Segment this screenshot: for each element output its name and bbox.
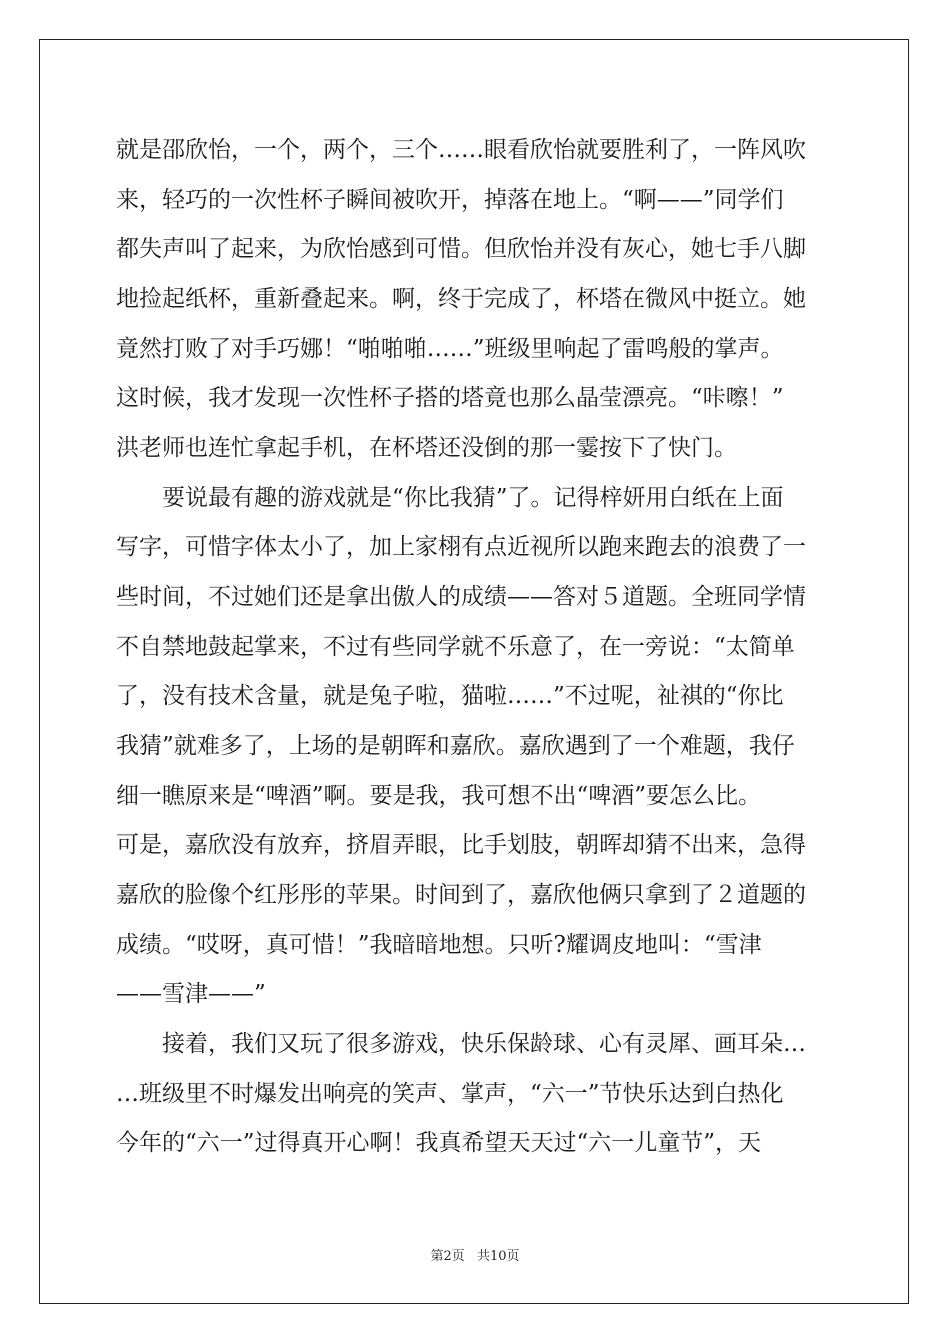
text-line: …班级里不时爆发出响亮的笑声、掌声，“六一”节快乐达到白热化 <box>116 1081 784 1107</box>
text-line: 成绩。“哎呀，真可惜！”我暗暗地想。只听?耀调皮地叫：“雪津 <box>116 932 762 958</box>
text-line: 都失声叫了起来，为欣怡感到可惜。但欣怡并没有灰心，她七手八脚 <box>116 236 806 262</box>
paragraph-start-line: 要说最有趣的游戏就是“你比我猜”了。记得梓妍用白纸在上面 <box>162 485 784 511</box>
page-footer <box>0 1247 950 1267</box>
text-line: 细一瞧原来是“啤酒”啊。要是我，我可想不出“啤酒”要怎么比。 <box>116 783 762 809</box>
page-number: 第2页 <box>430 1249 465 1264</box>
paragraph-start-line: 接着，我们又玩了很多游戏，快乐保龄球、心有灵犀、画耳朵… <box>162 1031 806 1057</box>
text-line: 这时候，我才发现一次性杯子搭的塔竟也那么晶莹漂亮。“咔嚓！” <box>116 385 784 411</box>
text-line: 不自禁地鼓起掌来，不过有些同学就不乐意了，在一旁说：“太简单 <box>116 634 795 660</box>
text-line: 今年的“六一”过得真开心啊！我真希望天天过“六一儿童节”，天 <box>116 1130 762 1156</box>
text-line: 我猜”就难多了，上场的是朝晖和嘉欣。嘉欣遇到了一个难题，我仔 <box>116 733 795 759</box>
text-line: 可是，嘉欣没有放弃，挤眉弄眼，比手划肢，朝晖却猜不出来，急得 <box>116 832 806 858</box>
text-line: 来，轻巧的一次性杯子瞬间被吹开，掉落在地上。“啊——”同学们 <box>116 187 784 213</box>
text-line: 地捡起纸杯，重新叠起来。啊，终于完成了，杯塔在微风中挺立。她 <box>116 286 806 312</box>
text-line: ——雪津——” <box>116 981 266 1007</box>
text-line: 写字，可惜字体太小了，加上家栩有点近视所以跑来跑去的浪费了一 <box>116 534 806 560</box>
text-line: 了，没有技术含量，就是兔子啦，猫啦……”不过呢，祉祺的“你比 <box>116 683 784 709</box>
text-line: 洪老师也连忙拿起手机，在杯塔还没倒的那一霎按下了快门。 <box>116 435 737 461</box>
text-line: 就是邵欣怡，一个，两个，三个……眼看欣怡就要胜利了，一阵风吹 <box>116 137 806 163</box>
page-total: 共10页 <box>476 1249 520 1264</box>
text-line: 些时间，不过她们还是拿出傲人的成绩——答对５道题。全班同学情 <box>116 584 806 610</box>
text-line: 嘉欣的脸像个红彤彤的苹果。时间到了，嘉欣他俩只拿到了２道题的 <box>116 882 806 908</box>
text-line: 竟然打败了对手巧娜！“啪啪啪……”班级里响起了雷鸣般的掌声。 <box>116 336 784 362</box>
